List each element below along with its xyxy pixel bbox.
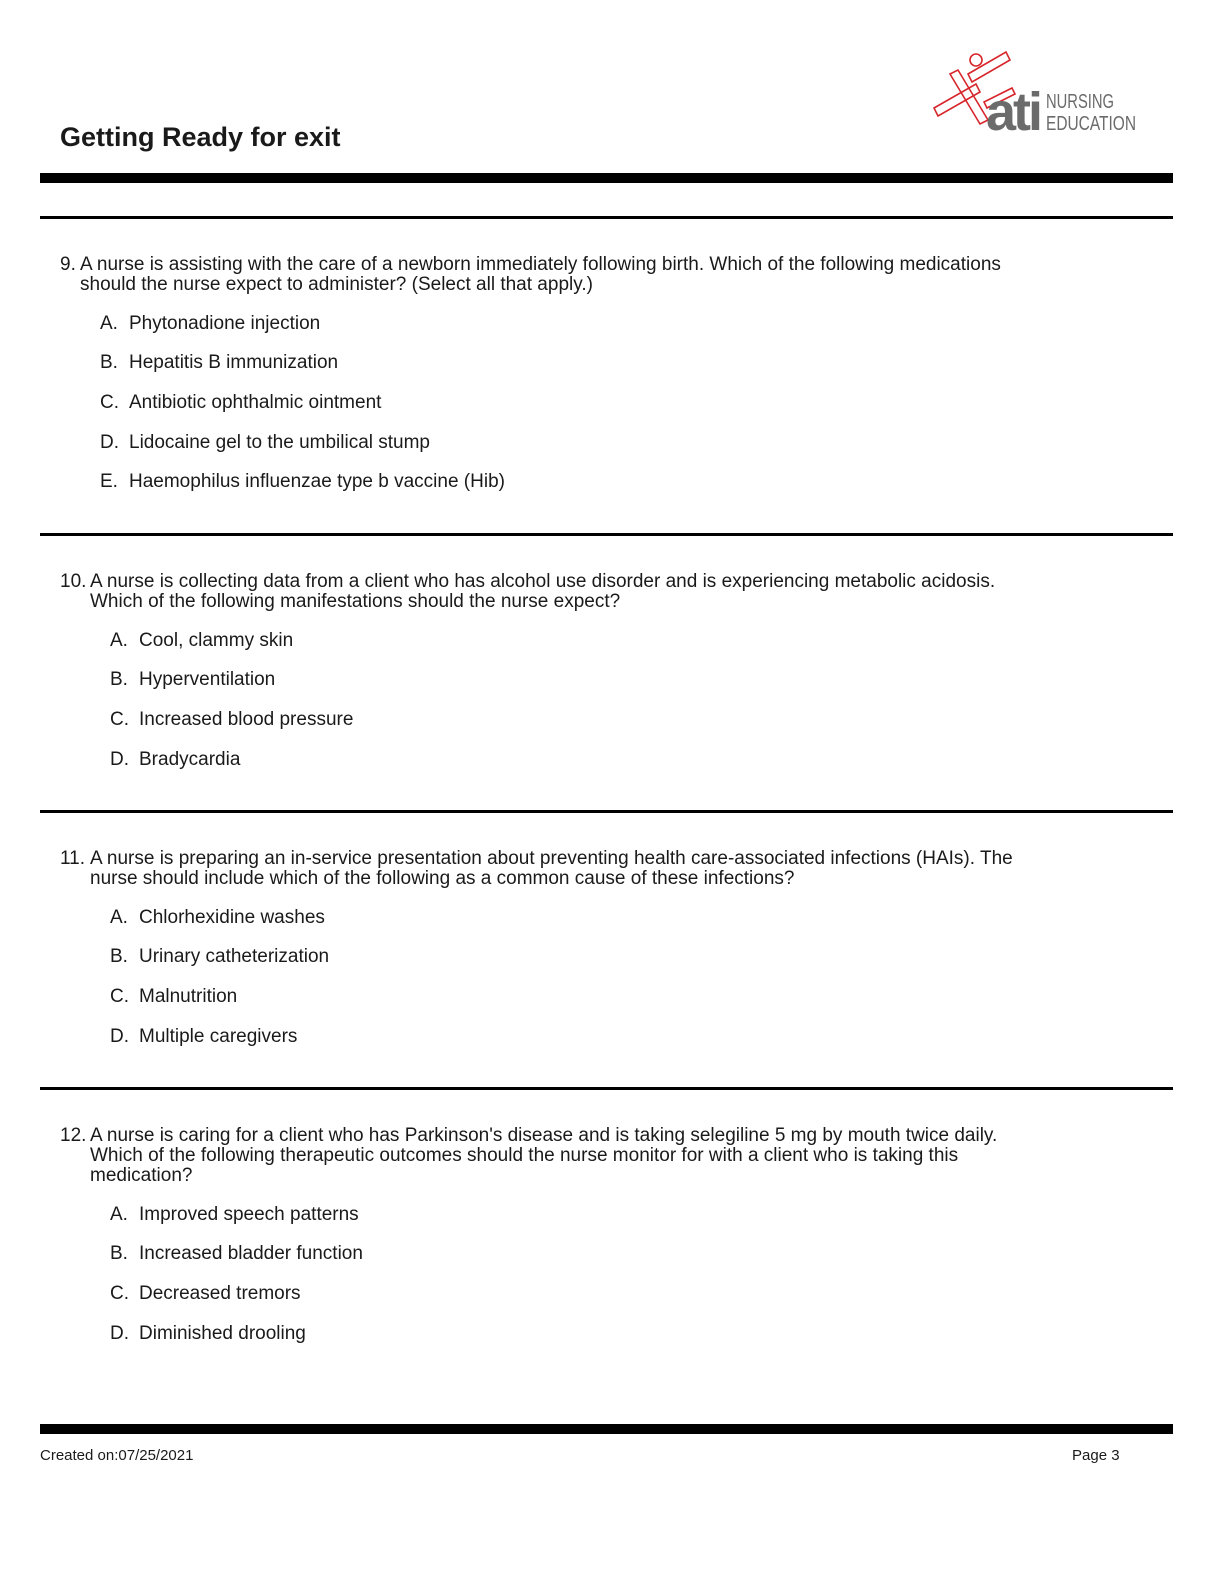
page-title: Getting Ready for exit: [60, 122, 341, 152]
logo-line2: EDUCATION: [1046, 113, 1136, 135]
option-a: A. Phytonadione injection: [100, 313, 321, 334]
logo-brand: ati: [986, 82, 1041, 142]
option-d: D. Diminished drooling: [110, 1323, 306, 1344]
header-thick-rule: [40, 173, 1173, 183]
divider: [40, 1087, 1173, 1090]
option-c: C. Antibiotic ophthalmic ointment: [100, 392, 382, 413]
option-c: C. Malnutrition: [110, 986, 238, 1007]
created-date: Created on:07/25/2021: [40, 1447, 194, 1464]
option-a: A. Chlorhexidine washes: [110, 907, 325, 928]
question-number: 11.: [60, 848, 86, 869]
divider: [40, 216, 1173, 219]
question-number: 10.: [60, 571, 87, 592]
page-number: Page 3: [1072, 1447, 1120, 1464]
option-a: A. Cool, clammy skin: [110, 630, 294, 651]
option-d: D. Bradycardia: [110, 749, 241, 770]
footer-thick-rule: [40, 1424, 1173, 1434]
question-text: A nurse is caring for a client who has Parkinson's disease and is taking selegiline 5 mg by mouth twice daily. Which of the following therapeutic outcomes should the nurse monitor for with a client who is taking this medication?: [90, 1125, 998, 1186]
option-b: B. Urinary catheterization: [110, 946, 330, 967]
question-text: A nurse is preparing an in-service presentation about preventing health care-associated infections (HAIs). The nurse should include which of the following as a common cause of these infections?: [90, 848, 1013, 889]
question-number: 9.: [60, 254, 76, 275]
question-text: A nurse is assisting with the care of a newborn immediately following birth. Which of the following medications should the nurse expect to administer? (Select all that apply.): [80, 254, 1001, 295]
divider: [40, 533, 1173, 536]
ati-nursing-education-logo: [928, 44, 1143, 140]
logo-line1: NURSING: [1046, 91, 1114, 113]
option-b: B. Increased bladder function: [110, 1243, 363, 1264]
option-c: C. Decreased tremors: [110, 1283, 301, 1304]
option-b: B. Hepatitis B immunization: [100, 352, 339, 373]
option-e: E. Haemophilus influenzae type b vaccine (Hib): [100, 471, 505, 492]
option-b: B. Hyperventilation: [110, 669, 276, 690]
question-text: A nurse is collecting data from a client who has alcohol use disorder and is experiencing metabolic acidosis. Which of the following manifestations should the nurse expect?: [90, 571, 996, 612]
option-d: D. Lidocaine gel to the umbilical stump: [100, 432, 431, 453]
question-number: 12.: [60, 1125, 87, 1146]
option-a: A. Improved speech patterns: [110, 1204, 359, 1225]
option-d: D. Multiple caregivers: [110, 1026, 298, 1047]
option-c: C. Increased blood pressure: [110, 709, 354, 730]
divider: [40, 810, 1173, 813]
